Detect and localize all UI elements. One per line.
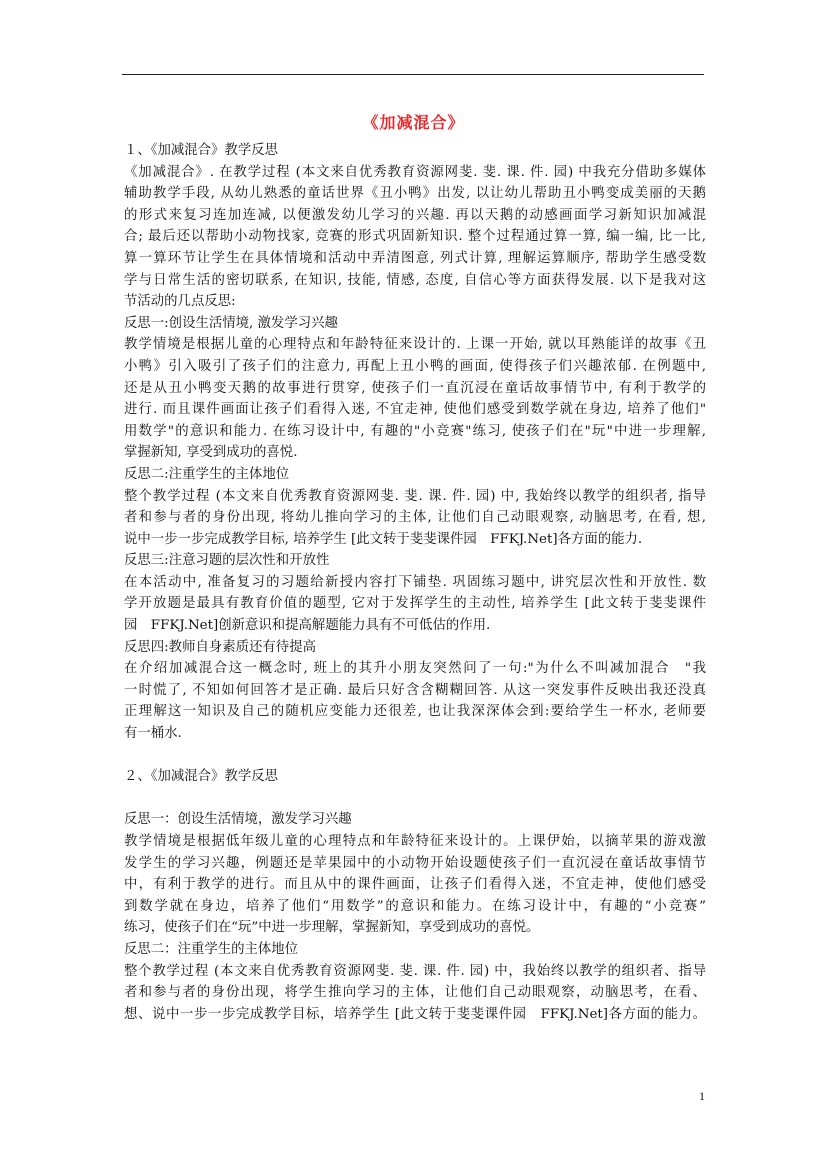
- reflection-heading: 反思三:注意习题的层次性和开放性: [124, 553, 330, 569]
- paragraph-line: 还是从丑小鸭变天鹅的故事进行贯穿, 使孩子们一直沉浸在童话故事情节中, 有利于教学的: [124, 380, 706, 396]
- section-1-line: 算一算环节让学生在具体情境和活动中弄清图意, 列式计算, 理解运算顺序, 帮助学生感受数: [124, 250, 706, 266]
- paragraph-line: 说中一步一步完成教学目标, 培养学生 [此文转于斐斐课件园 FFKJ.Net]各方面的能力.: [124, 531, 643, 547]
- reflection-heading: 反思一：创设生活情境，激发学习兴趣: [124, 812, 352, 828]
- paragraph-line: 学开放题是最具有教育价值的题型, 它对于发挥学生的主动性, 培养学生 [此文转于斐斐课件: [124, 596, 706, 612]
- paragraph-line: 整个教学过程 (本文来自优秀教育资源网斐. 斐. 课. 件. 园) 中, 我始终以教学的组织者, 指导: [124, 488, 706, 504]
- paragraph-line: 掌握新知, 享受到成功的喜悦.: [124, 445, 298, 461]
- document-title: 《加减混合》: [362, 113, 465, 132]
- paragraph-line: 中，有利于教学的进行。而且从中的课件画面，让孩子们看得入迷，不宜走神，使他们感受: [124, 877, 706, 893]
- reflection-heading: 反思二:注重学生的主体地位: [124, 466, 290, 482]
- reflection-heading: 反思四:教师自身素质还有待提高: [124, 639, 316, 655]
- paragraph-line: 者和参与者的身份出现，将学生推向学习的主体，让他们自己动眼观察，动脑思考，在看、: [124, 985, 706, 1001]
- paragraph-line: 发学生的学习兴趣，例题还是苹果园中的小动物开始设题使孩子们一直沉浸在童话故事情节: [124, 855, 706, 871]
- paragraph-line: 练习，使孩子们在“玩”中进一步理解，掌握新知，享受到成功的喜悦。: [124, 920, 540, 936]
- reflection-heading: 反思二：注重学生的主体地位: [124, 941, 299, 957]
- section-1-line: 《加减混合》. 在教学过程 (本文来自优秀教育资源网斐. 斐. 课. 件. 园) 中我充分借助多媒体: [124, 164, 706, 180]
- section-1-line: 的形式来复习连加连减, 以便激发幼儿学习的兴趣. 再以天鹅的动感画面学习新知识加减混: [124, 207, 706, 223]
- paragraph-line: 在本活动中, 准备复习的习题给新授内容打下铺垫. 巩固练习题中, 讲究层次性和开放性. 数: [124, 574, 706, 590]
- header-rule: [122, 74, 704, 75]
- paragraph-line: 有一桶水.: [124, 726, 182, 742]
- page-number: 1: [699, 1089, 705, 1103]
- section-2-heading: ２、《加减混合》教学反思: [124, 769, 278, 785]
- section-1-line: 合; 最后还以帮助小动物找家, 竞赛的形式巩固新知识. 整个过程通过算一算, 编一编, 比一比,: [124, 229, 706, 245]
- paragraph-line: 园 FFKJ.Net]创新意识和提高解题能力具有不可低估的作用.: [124, 618, 491, 634]
- spacer: [124, 745, 706, 767]
- document-body: [124, 140, 706, 1025]
- paragraph-line: 整个教学过程 (本文来自优秀教育资源网斐. 斐. 课. 件. 园) 中，我始终以教学的组织者、指导: [124, 963, 706, 979]
- reflection-heading: 反思一:创设生活情境, 激发学习兴趣: [124, 315, 338, 331]
- paragraph-line: 小鸭》引入吸引了孩子们的注意力, 再配上丑小鸭的画面, 使得孩子们兴趣浓郁. 在例题中,: [124, 358, 706, 374]
- paragraph-line: 一时慌了, 不知如何回答才是正确. 最后只好含含糊糊回答. 从这一突发事件反映出我还没真: [124, 682, 706, 698]
- spacer: [124, 788, 706, 810]
- paragraph-line: 进行. 而且课件画面让孩子们看得入迷, 不宜走神, 使他们感受到数学就在身边, 培养了他们": [124, 402, 706, 418]
- section-1-line: 辅助教学手段, 从幼儿熟悉的童话世界《丑小鸭》出发, 以让幼儿帮助丑小鸭变成美丽的天鹅: [124, 186, 706, 202]
- paragraph-line: 用数学"的意识和能力. 在练习设计中, 有趣的"小竞赛"练习, 使孩子们在"玩"中进一步理解,: [124, 423, 706, 439]
- paragraph-line: 在介绍加减混合这一概念时, 班上的其升小朋友突然问了一句:"为什么不叫减加混合 "我: [124, 661, 706, 677]
- section-1-line: 学与日常生活的密切联系, 在知识, 技能, 情感, 态度, 自信心等方面获得发展. 以下是我对这: [124, 272, 706, 288]
- paragraph-line: 到数学就在身边，培养了他们“用数学”的意识和能力。在练习设计中，有趣的“小竞赛”: [124, 898, 706, 914]
- paragraph-line: 教学情境是根据儿童的心理特点和年龄特征来设计的. 上课一开始, 就以耳熟能详的故事《丑: [124, 337, 706, 353]
- section-1-line: 节活动的几点反思:: [124, 294, 236, 310]
- paragraph-line: 者和参与者的身份出现, 将幼儿推向学习的主体, 让他们自己动眼观察, 动脑思考, 在看, 想,: [124, 510, 706, 526]
- section-1-heading: １、《加减混合》教学反思: [124, 143, 278, 158]
- paragraph-line: 想、说中一步一步完成教学目标，培养学生 [此文转于斐斐课件园 FFKJ.Net]各方面的能力。: [124, 1006, 706, 1022]
- paragraph-line: 正理解这一知识及自己的随机应变能力还很差, 也让我深深体会到:要给学生一杯水, 老师要: [124, 704, 706, 720]
- paragraph-line: 教学情境是根据低年级儿童的心理特点和年龄特征来设计的。上课伊始，以摘苹果的游戏激: [124, 834, 706, 849]
